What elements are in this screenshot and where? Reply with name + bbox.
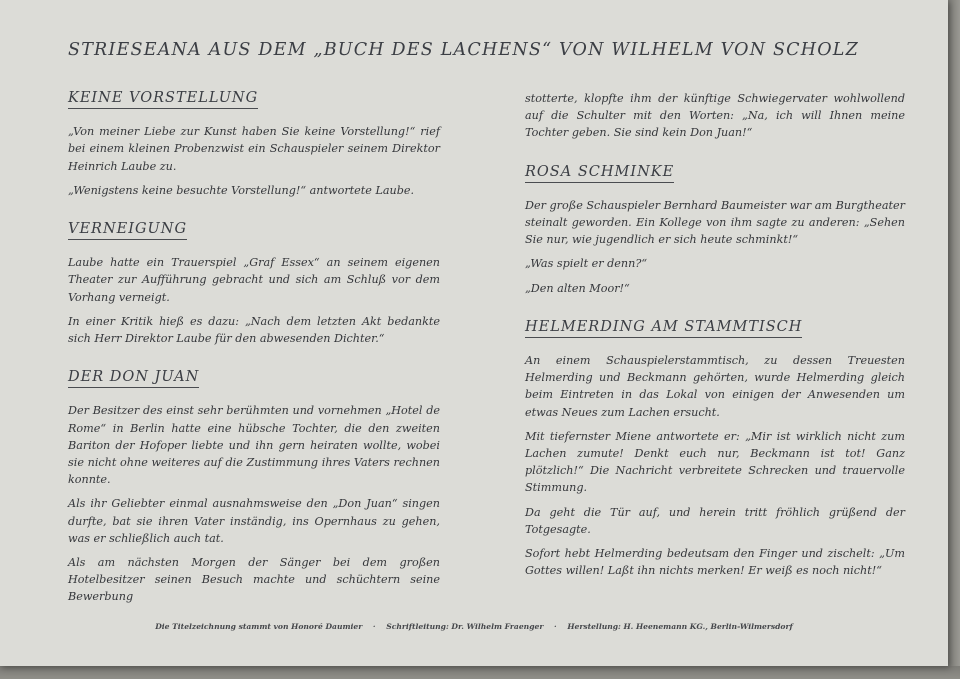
section-der-don-juan <box>68 369 440 605</box>
page-title: STRIESEANA AUS DEM „BUCH DES LACHENS“ VON WILHELM VON SCHOLZ <box>68 40 859 60</box>
paragraph: Als ihr Geliebter einmal ausnahmsweise den „Don Juan“ singen durfte, bat sie ihren Vater inständig, ins Opernhaus zu gehen, was er schließlich auch tat. <box>68 497 440 545</box>
section-heading: HELMERDING AM STAMMTISCH <box>525 319 802 338</box>
right-column <box>525 90 905 601</box>
section-heading: ROSA SCHMINKE <box>525 164 674 183</box>
paragraph: Da geht die Tür auf, und herein tritt fröhlich grüßend der Totgesagte. <box>525 505 905 536</box>
paragraph: „Den alten Moor!“ <box>525 281 630 295</box>
paragraph: Sofort hebt Helmerding bedeutsam den Finger und zischelt: „Um Gottes willen! Laßt ihn nichts merken! Er weiß es noch nicht!“ <box>525 547 905 578</box>
section-heading: KEINE VORSTELLUNG <box>68 90 258 109</box>
section-helmerding <box>525 319 905 580</box>
section-heading: VERNEIGUNG <box>68 221 187 240</box>
footer-credits <box>0 622 948 631</box>
footer-editor: Schriftleitung: Dr. Wilhelm Fraenger <box>386 622 544 631</box>
footer-separator: · <box>554 622 557 631</box>
footer-printer: Herstellung: H. Heenemann KG., Berlin-Wilmersdorf <box>567 622 793 631</box>
paragraph: Als am nächsten Morgen der Sänger bei dem großen Hotelbesitzer seinen Besuch machte und schüchtern seine Bewerbung <box>68 556 440 604</box>
paragraph: Mit tiefernster Miene antwortete er: „Mir ist wirklich nicht zum Lachen zumute! Denkt euch nur, Beckmann ist tot! Ganz plötzlich!“ Die Nachricht verbreitete Schrecken und trauervolle Stimmung. <box>525 429 905 495</box>
footer-drawing-credit: Die Titelzeichnung stammt von Honoré Daumier <box>155 622 363 631</box>
paragraph: stotterte, klopfte ihm der künftige Schwiegervater wohlwollend auf die Schulter mit den Worten: „Na, ich will Ihnen meine Tochter geben. Sie sind kein Don Juan!“ <box>525 92 905 140</box>
section-heading: DER DON JUAN <box>68 369 199 388</box>
paragraph: Der Besitzer des einst sehr berühmten und vornehmen „Hotel de Rome“ in Berlin hatte eine hübsche Tochter, die den zweiten Bariton der Hofoper liebte und ihn gern heiraten wollte, wobei sie nicht ohne weiteres auf die Zustimmung ihres Vaters rechnen konnte. <box>68 404 440 487</box>
section-rosa-schminke <box>525 164 905 297</box>
paragraph: „Was spielt er denn?“ <box>525 257 648 271</box>
paragraph: An einem Schauspielerstammtisch, zu dessen Treuesten Helmerding und Beckmann gehörten, wurde Helmerding gleich beim Eintreten in das Lokal von einigen der Anwesenden um etwas Neues zum Lachen ersucht. <box>525 354 905 419</box>
card-bottom-shadow <box>0 666 960 679</box>
footer-separator: · <box>372 622 376 631</box>
left-column <box>68 90 440 628</box>
paragraph: „Wenigstens keine besuchte Vorstellung!“ antwortete Laube. <box>68 183 415 197</box>
paragraph: Der große Schauspieler Bernhard Baumeister war am Burgtheater steinalt geworden. Ein Kollege von ihm sagte zu anderen: „Sehen Sie nur, wie jugendlich er sich heute schminkt!“ <box>525 198 905 247</box>
paragraph: In einer Kritik hieß es dazu: „Nach dem letzten Akt bedankte sich Herr Direktor Laube für den abwesenden Dichter.“ <box>68 314 440 346</box>
paragraph: „Von meiner Liebe zur Kunst haben Sie keine Vorstellung!“ rief bei einem kleinen Probenzwist ein Schauspieler seinem Direktor Heinrich Laube zu. <box>68 125 440 173</box>
paragraph: Laube hatte ein Trauerspiel „Graf Essex“ an seinem eigenen Theater zur Aufführung gebracht und sich am Schluß vor dem Vorhang verneigt. <box>68 256 440 304</box>
section-keine-vorstellung <box>68 90 440 199</box>
section-continuation <box>525 90 905 142</box>
card-edge-shadow <box>948 0 960 679</box>
section-verneigung <box>68 221 440 347</box>
